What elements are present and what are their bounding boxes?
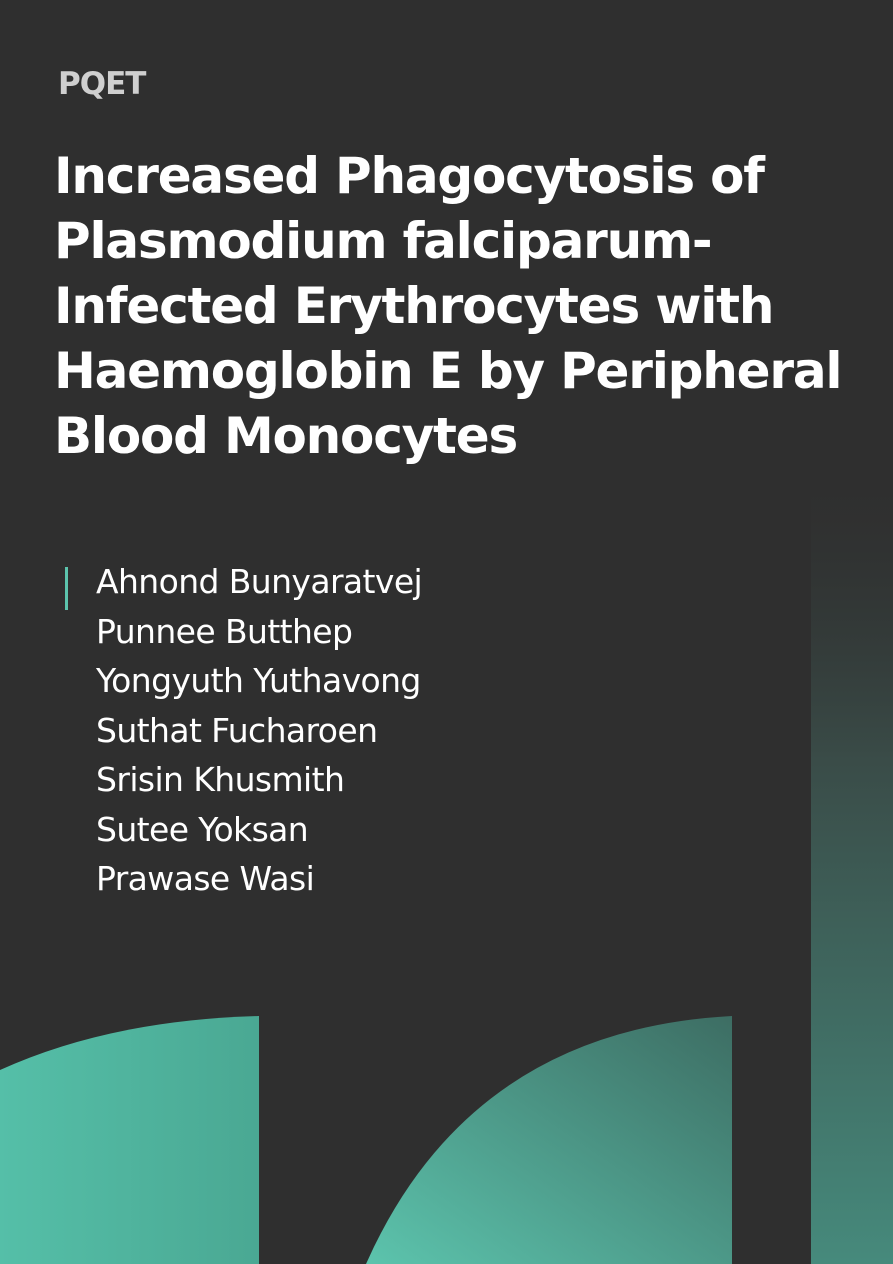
author-name: Srisin Khusmith <box>96 760 345 799</box>
logo-text: PQET <box>58 66 146 102</box>
left-quarter-circle <box>0 1016 259 1264</box>
author-name: Sutee Yoksan <box>96 809 309 849</box>
author-name: Ahnond Bunyaratvej <box>96 562 423 601</box>
authors-accent-bar <box>65 567 68 610</box>
author-name: Suthat Fucharoen <box>96 710 378 750</box>
author-name: Yongyuth Yuthavong <box>96 661 421 700</box>
right-gradient-strip <box>811 490 893 1264</box>
author-name: Prawase Wasi <box>96 859 315 898</box>
document-title: Increased Phagocytosis of Plasmodium falciparum-Infected Erythrocytes with Haemoglobin E by Peripheral Blood Monocytes <box>54 147 842 465</box>
author-name: Punnee Butthep <box>96 611 353 651</box>
pqet-logo <box>58 66 145 102</box>
middle-quarter-circle <box>366 1016 732 1264</box>
author-list <box>96 557 422 904</box>
